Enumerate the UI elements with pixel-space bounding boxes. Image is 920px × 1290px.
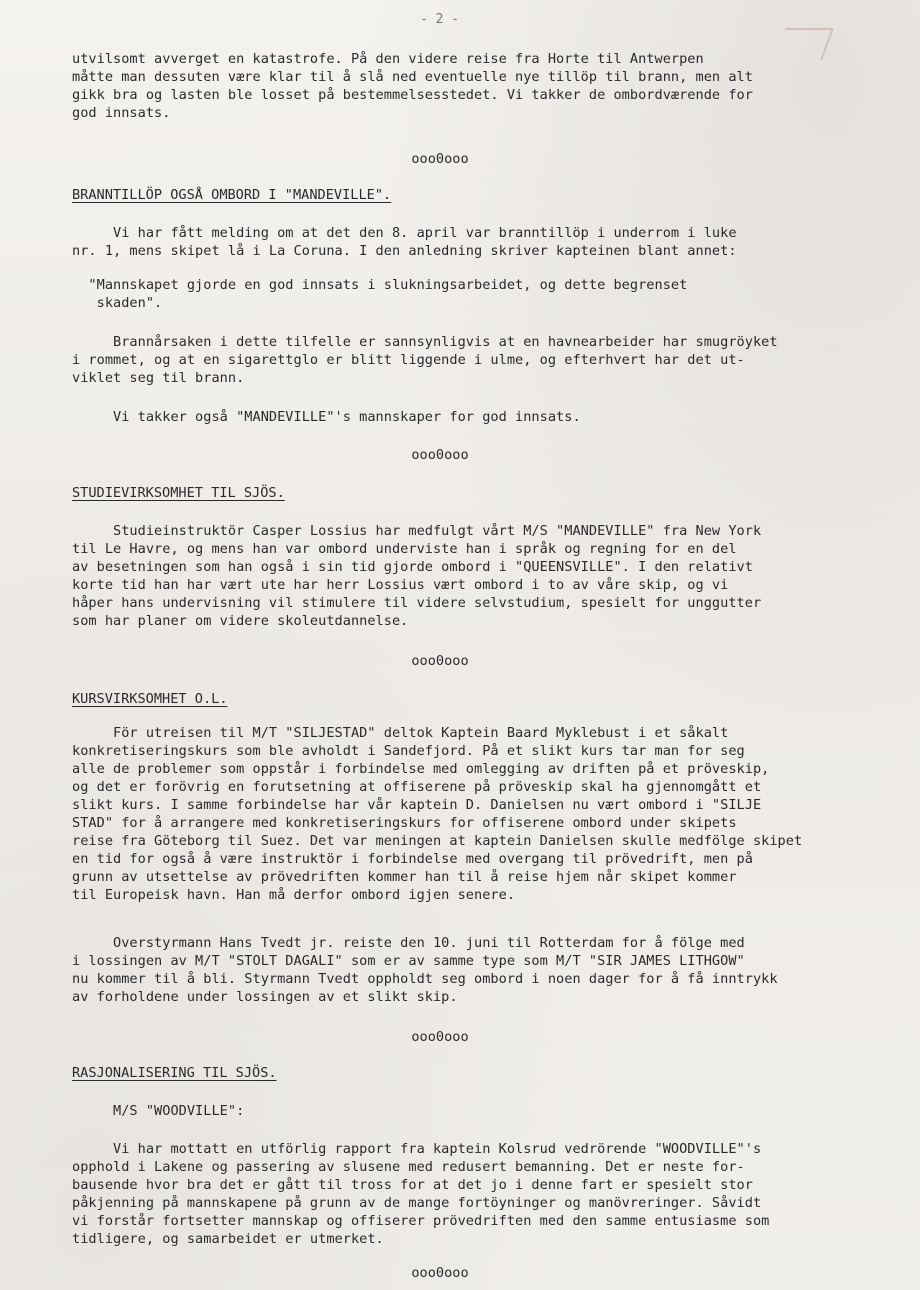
text-line: til Europeisk havn. Han må derfor ombord igjen senere. <box>72 887 516 903</box>
page-number: - 2 - <box>420 12 460 27</box>
subheading-woodville: M/S "WOODVILLE": <box>72 1103 245 1119</box>
separator: ooo0ooo <box>411 1265 469 1281</box>
section-heading-studie: STUDIEVIRKSOMHET TIL SJÖS. <box>72 485 285 501</box>
separator: ooo0ooo <box>411 1029 469 1045</box>
text-line: av besetningen som han også i sin tid gjorde ombord i "QUEENSVILLE". I den relativt <box>72 559 753 575</box>
separator: ooo0ooo <box>411 653 469 669</box>
text-line: bausende hvor bra det er gått til tross for at det jo i denne fart er spesielt stor <box>72 1177 753 1193</box>
quote-line: "Mannskapet gjorde en god innsats i slukningsarbeidet, og dette begrenset <box>72 277 688 293</box>
text-line: i rommet, og at en sigarettglo er blitt liggende i ulme, og efterhvert har det ut- <box>72 352 745 368</box>
text-line: För utreisen til M/T "SILJESTAD" deltok Kaptein Baard Myklebust i et såkalt <box>72 725 729 741</box>
text-line: Studieinstruktör Casper Lossius har medfulgt vårt M/S "MANDEVILLE" fra New York <box>72 523 762 539</box>
text-line: og det er forövrig en forutsetning at offiserene på pröveskip skal ha gjennomgått et <box>72 779 762 795</box>
quote-line: skaden". <box>72 295 163 311</box>
text-line: gikk bra og lasten ble losset på bestemmelsesstedet. Vi takker de ombordværende for <box>72 87 753 103</box>
text-line: i lossingen av M/T "STOLT DAGALI" som er av samme type som M/T "SIR JAMES LITHGOW" <box>72 953 745 969</box>
separator: ooo0ooo <box>411 447 469 463</box>
text-line: en tid for også å være instruktör i forbindelse med overgang til prövedrift, men på <box>72 851 753 867</box>
text-line: av forholdene under lossingen av et slikt skip. <box>72 989 458 1005</box>
text-line: grunn av utsettelse av prövedriften kommer han til å reise hjem når skipet kommer <box>72 869 737 885</box>
text-line: slikt kurs. I samme forbindelse har vår kaptein D. Danielsen nu vært ombord i "SILJE <box>72 797 762 813</box>
text-line: Vi takker også "MANDEVILLE"'s mannskaper for god innsats. <box>72 409 581 425</box>
section-heading-brann: BRANNTILLÖP OGSÅ OMBORD I "MANDEVILLE". <box>72 187 392 203</box>
text-line: utvilsomt avverget en katastrofe. På den videre reise fra Horte til Antwerpen <box>72 51 704 67</box>
text-line: korte tid han har vært ute har herr Lossius vært ombord i to av våre skip, og vi <box>72 577 729 593</box>
section-heading-kurs: KURSVIRKSOMHET O.L. <box>72 691 228 707</box>
text-line: til Le Havre, og mens han var ombord underviste han i språk og regning for en del <box>72 541 737 557</box>
text-line: påkjenning på mannskapene på grunn av de mange fortöyninger og manövreringer. Såvidt <box>72 1195 762 1211</box>
text-line: som har planer om videre skoleutdannelse. <box>72 613 409 629</box>
paper-fold <box>0 632 920 635</box>
corner-mark <box>774 28 834 60</box>
separator: ooo0ooo <box>411 151 469 167</box>
section-heading-rasjonalisering: RASJONALISERING TIL SJÖS. <box>72 1065 277 1081</box>
text-line: reise fra Göteborg til Suez. Det var meningen at kaptein Danielsen skulle medfölge skipet <box>72 833 803 849</box>
text-line: Brannårsaken i dette tilfelle er sannsynligvis at en havnearbeider har smugröyket <box>72 334 778 350</box>
text-line: måtte man dessuten være klar til å slå ned eventuelle nye tillöp til brann, men alt <box>72 69 753 85</box>
text-line: håper hans undervisning vil stimulere til videre selvstudium, spesielt for unggutter <box>72 595 762 611</box>
text-line: vi forstår fortsetter mannskap og offiserer prövedriften med den samme entusiasme som <box>72 1213 770 1229</box>
text-line: tidligere, og samarbeidet er utmerket. <box>72 1231 384 1247</box>
text-line: nu kommer til å bli. Styrmann Tvedt oppholdt seg ombord i noen dager for å få inntrykk <box>72 971 778 987</box>
text-line: STAD" for å arrangere med konkretiseringskurs for offiserene ombord under skipets <box>72 815 737 831</box>
text-line: konkretiseringskurs som ble avholdt i Sandefjord. På et slikt kurs tar man for seg <box>72 743 745 759</box>
text-line: nr. 1, mens skipet lå i La Coruna. I den anledning skriver kapteinen blant annet: <box>72 243 737 259</box>
text-line: Vi har mottatt en utförlig rapport fra kaptein Kolsrud vedrörende "WOODVILLE"'s <box>72 1141 762 1157</box>
text-line: viklet seg til brann. <box>72 370 245 386</box>
text-line: Overstyrmann Hans Tvedt jr. reiste den 10. juni til Rotterdam for å fölge med <box>72 935 745 951</box>
text-line: alle de problemer som oppstår i forbindelse med omlegging av driften på et pröveskip, <box>72 761 770 777</box>
text-line: opphold i Lakene og passering av slusene med redusert bemanning. Det er neste for- <box>72 1159 745 1175</box>
text-line: god innsats. <box>72 105 171 121</box>
text-line: Vi har fått melding om at det den 8. april var branntillöp i underrom i luke <box>72 225 737 241</box>
